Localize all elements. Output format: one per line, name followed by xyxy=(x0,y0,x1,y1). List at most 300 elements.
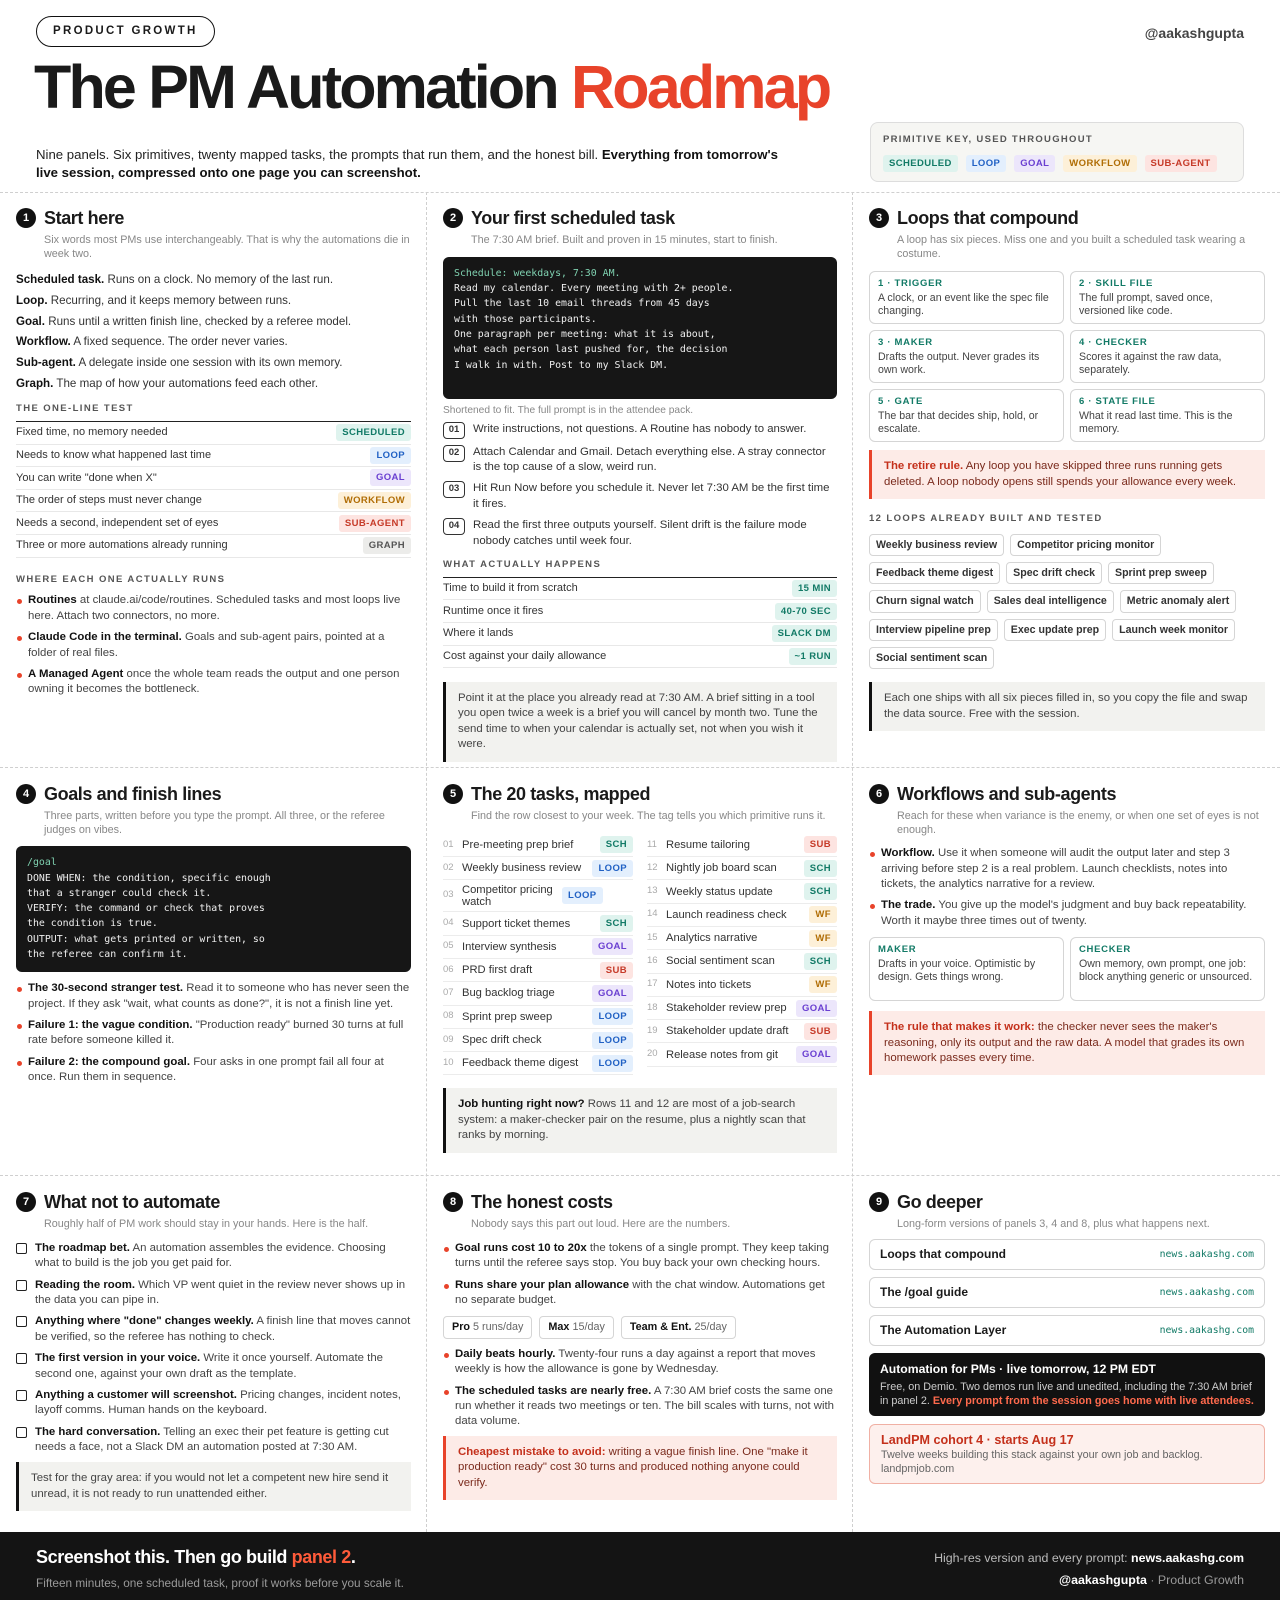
prompt-code-block[interactable] xyxy=(443,257,837,399)
panel-goals-finish-lines xyxy=(0,768,426,1175)
intro-bold: Everything from tomorrow's live session, compressed onto one page you can screenshot. xyxy=(36,147,778,180)
loop-piece-card xyxy=(869,330,1064,383)
item-text: the tokens of a single prompt. They keep taking turns until the referee says stop. You buy back your own checking hours. xyxy=(455,1241,829,1270)
panel-number: 6 xyxy=(869,784,889,804)
panel-title: The 20 tasks, mapped xyxy=(471,784,651,804)
plan-name: Team & Ent. xyxy=(629,1321,692,1334)
task-number: 12 xyxy=(647,861,658,873)
item-text: Which VP went quiet in the review never shows up in the data you can pipe in. xyxy=(35,1278,406,1306)
task-label: Analytics narrative xyxy=(666,932,758,945)
item-text: You give up the model's judgment and buy back repeatability. Worth it maybe three times out of twenty. xyxy=(881,899,1247,927)
panel-header xyxy=(869,1190,1265,1214)
checklist-item[interactable] xyxy=(16,1425,411,1456)
stat-value: ~1 RUN xyxy=(789,648,837,665)
task-label: PRD first draft xyxy=(462,964,533,977)
task-label: Weekly status update xyxy=(666,885,773,898)
item-lead: Routines xyxy=(28,594,77,607)
definition-term: Sub-agent. xyxy=(16,355,76,369)
task-tag: WF xyxy=(809,906,837,923)
task-number: 03 xyxy=(443,889,454,901)
task-number: 09 xyxy=(443,1033,454,1045)
panel-title: Goals and finish lines xyxy=(44,784,222,804)
callout-lead: Job hunting right now? xyxy=(458,1098,585,1111)
loop-piece-card xyxy=(1070,330,1265,383)
panel-title: Loops that compound xyxy=(897,208,1079,228)
step-number: 02 xyxy=(443,445,465,462)
item-lead: Anything where "done" changes weekly. xyxy=(35,1315,254,1328)
task-number: 14 xyxy=(647,908,658,920)
definition-text: The map of how your automations feed each other. xyxy=(56,376,319,390)
resource-link[interactable] xyxy=(869,1239,1265,1270)
checker-card xyxy=(1070,937,1265,1001)
task-label: Release notes from git xyxy=(666,1048,778,1061)
panel-start-here xyxy=(0,192,426,767)
test-row-text: The order of steps must never change xyxy=(16,494,202,507)
cohort-link[interactable]: landpmjob.com xyxy=(881,1462,955,1475)
card-text: Drafts the output. Never grades its own work. xyxy=(878,350,1040,377)
task-number: 10 xyxy=(443,1056,454,1068)
footer-handle[interactable]: @aakashgupta xyxy=(1059,1573,1147,1587)
task-tag: SCH xyxy=(804,860,837,877)
task-row xyxy=(443,982,633,1005)
card-text: Scores it against the raw data, separately. xyxy=(1079,350,1222,377)
task-number: 08 xyxy=(443,1010,454,1022)
checklist-item[interactable] xyxy=(16,1278,411,1309)
panel-title: Start here xyxy=(44,208,125,228)
loop-tag[interactable]: Churn signal watch xyxy=(869,590,981,612)
resource-link[interactable] xyxy=(869,1315,1265,1346)
task-row xyxy=(443,959,633,982)
callout-lead: The rule that makes it work: xyxy=(884,1021,1035,1034)
panel-number: 5 xyxy=(443,784,463,804)
step-number: 04 xyxy=(443,518,465,535)
item-text: at claude.ai/code/routines. Scheduled tasks and most loops live here. Attach two connectors, no more. xyxy=(28,594,401,622)
task-tag: SCH xyxy=(600,836,633,853)
section-heading-happens: WHAT ACTUALLY HAPPENS xyxy=(443,559,837,578)
author-handle[interactable]: @aakashgupta xyxy=(1144,25,1244,41)
item-lead: Anything a customer will screenshot. xyxy=(35,1388,237,1401)
plan-name: Max xyxy=(548,1321,570,1334)
checklist-text xyxy=(35,1278,411,1309)
panel-header xyxy=(16,1190,411,1214)
task-number: 07 xyxy=(443,987,454,999)
task-label: Nightly job board scan xyxy=(666,862,777,875)
loop-piece-card xyxy=(869,389,1064,442)
test-row-text: Needs to know what happened last time xyxy=(16,448,212,461)
loop-piece-card xyxy=(869,271,1064,324)
live-title: Automation for PMs · live tomorrow, 12 PM EDT xyxy=(880,1361,1156,1376)
footer-brand xyxy=(1059,1572,1244,1589)
task-label: Spec drift check xyxy=(462,1034,542,1047)
item-text: Four asks in one prompt fail all four at once. Run them in sequence. xyxy=(28,1055,384,1084)
task-tag: SUB xyxy=(600,962,633,979)
task-column-right xyxy=(647,834,837,1076)
item-lead: Daily beats hourly. xyxy=(455,1347,556,1360)
panel-subtitle: Three parts, written before you type the prompt. All three, or the referee judges on vibes. xyxy=(44,810,385,836)
panel-header xyxy=(869,782,1265,806)
job-hunting-callout xyxy=(443,1088,837,1152)
stat-row xyxy=(443,646,837,669)
definition xyxy=(16,293,411,309)
footer-url[interactable]: news.aakashg.com xyxy=(1131,1551,1244,1565)
loop-tag[interactable]: Feedback theme digest xyxy=(869,562,1000,584)
task-label: Launch readiness check xyxy=(666,908,787,921)
live-bold: Every prompt from the session goes home with live attendees. xyxy=(932,1395,1254,1408)
task-tag: WF xyxy=(809,930,837,947)
task-label: Social sentiment scan xyxy=(666,955,775,968)
task-column-left xyxy=(443,834,633,1076)
loop-tag[interactable]: Metric anomaly alert xyxy=(1120,590,1236,612)
maker-checker-pair xyxy=(869,937,1265,1001)
title-main: The PM Automation xyxy=(34,53,557,121)
item-lead: Claude Code in the terminal. xyxy=(28,631,182,644)
stat-label: Time to build it from scratch xyxy=(443,582,578,595)
card-title: CHECKER xyxy=(1079,944,1131,956)
link-url[interactable]: news.aakashg.com xyxy=(1159,1286,1254,1298)
page-title xyxy=(34,52,829,122)
link-url[interactable]: news.aakashg.com xyxy=(1159,1324,1254,1336)
item-text: Pricing changes, incident notes, layoff comms. Human hands on the keyboard. xyxy=(35,1388,401,1417)
checklist-item[interactable] xyxy=(16,1241,411,1272)
test-row xyxy=(16,445,411,468)
card-title: 3 · MAKER xyxy=(878,337,933,349)
footer-headline-accent: panel 2 xyxy=(291,1547,351,1567)
task-tag: GOAL xyxy=(796,1000,837,1017)
live-session-card[interactable] xyxy=(869,1353,1265,1416)
checklist-item[interactable] xyxy=(16,1351,411,1382)
definition xyxy=(16,314,411,330)
task-row xyxy=(647,974,837,997)
step-text: Read the first three outputs yourself. Silent drift is the failure mode nobody catches until week four. xyxy=(473,519,807,547)
card-text: The bar that decides ship, hold, or escalate. xyxy=(878,409,1039,436)
item-lead: Failure 2: the compound goal. xyxy=(28,1055,191,1068)
item-lead: A Managed Agent xyxy=(28,667,124,680)
panel-header xyxy=(443,782,837,806)
item-lead: Runs share your plan allowance xyxy=(455,1278,630,1291)
task-row xyxy=(443,857,633,880)
setup-steps xyxy=(443,422,837,549)
step xyxy=(443,481,837,512)
header xyxy=(0,0,1280,192)
definition-term: Workflow. xyxy=(16,335,71,349)
panel-subtitle: Long-form versions of panels 3, 4 and 8, plus what happens next. xyxy=(897,1218,1210,1231)
task-map xyxy=(443,834,837,1076)
panel-first-scheduled-task xyxy=(427,192,852,767)
step-text: Hit Run Now before you schedule it. Never let 7:30 AM be the first time it fires. xyxy=(473,482,830,510)
card-title: 1 · TRIGGER xyxy=(878,278,943,290)
step-text: Write instructions, not questions. A Routine has nobody to answer. xyxy=(473,422,807,435)
panel-subtitle: Nobody says this part out loud. Here are the numbers. xyxy=(471,1218,731,1231)
item-lead: Goal runs cost 10 to 20x xyxy=(455,1241,587,1254)
callout-text: the checker never sees the maker's reasoning, only its output and the raw data. A model that grades its own homework passes every time. xyxy=(884,1021,1245,1065)
panel-number: 2 xyxy=(443,208,463,228)
task-label: Feedback theme digest xyxy=(462,1057,579,1070)
task-tag: LOOP xyxy=(592,1008,633,1025)
link-title: The /goal guide xyxy=(880,1285,969,1300)
footer-headline xyxy=(36,1545,355,1569)
primitive-key-chips xyxy=(883,155,1231,172)
section-heading-runs: WHERE EACH ONE ACTUALLY RUNS xyxy=(16,573,226,585)
plan-name: Pro xyxy=(452,1321,470,1334)
footer xyxy=(0,1532,1280,1600)
task-label: Support ticket themes xyxy=(462,917,571,930)
panel-header xyxy=(16,782,411,806)
definition-text: Runs on a clock. No memory of the last run. xyxy=(107,273,334,287)
resource-link[interactable] xyxy=(869,1277,1265,1308)
task-label: Bug backlog triage xyxy=(462,987,555,1000)
definition-text: A delegate inside one session with its own memory. xyxy=(78,355,343,369)
task-label: Sprint prep sweep xyxy=(462,1010,553,1023)
task-label: Stakeholder update draft xyxy=(666,1025,789,1038)
task-number: 18 xyxy=(647,1001,658,1013)
task-tag: LOOP xyxy=(592,1055,633,1072)
stat-label: Cost against your daily allowance xyxy=(443,649,607,662)
loop-tag[interactable]: Spec drift check xyxy=(1006,562,1102,584)
gray-area-callout: Test for the gray area: if you would not let a competent new hire send it unread, it is not ready to run unattended either. xyxy=(16,1462,411,1511)
callout-lead: Cheapest mistake to avoid: xyxy=(458,1445,606,1458)
happens-table xyxy=(443,578,837,668)
item-lead: The 30-second stranger test. xyxy=(28,982,184,995)
loop-piece-card xyxy=(1070,271,1265,324)
primitive-key-title: PRIMITIVE KEY, USED THROUGHOUT xyxy=(883,134,1094,145)
step xyxy=(443,422,837,439)
task-row xyxy=(647,1043,837,1066)
item-text: Goals and sub-agent pairs, pointed at a folder of real files. xyxy=(28,631,385,659)
panel-go-deeper xyxy=(853,1176,1280,1532)
test-row-text: Three or more automations already running xyxy=(16,539,228,552)
plan-value: 5 runs/day xyxy=(473,1321,524,1334)
tag-loop: LOOP xyxy=(370,447,411,464)
task-label: Resume tailoring xyxy=(666,838,750,851)
item-text: Use it when someone will audit the output later and step 3 arriving before step 2 is a real problem. Launch checklists, notes into tickets, the analytics narrative for a review. xyxy=(881,847,1230,891)
task-row xyxy=(443,912,633,935)
task-row xyxy=(443,1006,633,1029)
test-row xyxy=(16,490,411,513)
primitive-key xyxy=(870,122,1244,182)
loop-tag[interactable]: Launch week monitor xyxy=(1112,619,1235,641)
task-row xyxy=(647,904,837,927)
task-number: 05 xyxy=(443,940,454,952)
chip-workflow: WORKFLOW xyxy=(1063,155,1136,172)
footer-hires-text: High-res version and every prompt: xyxy=(934,1551,1128,1565)
stat-row xyxy=(443,600,837,623)
live-text: Free, on Demio. Two demos run live and unedited, including the 7:30 AM brief in panel 2. xyxy=(880,1381,1252,1408)
panel-workflows-sub-agents xyxy=(853,768,1280,1175)
loop-tag[interactable]: Weekly business review xyxy=(869,534,1004,556)
definition xyxy=(16,272,411,288)
card-title: 4 · CHECKER xyxy=(1079,337,1148,349)
item-text: with the chat window. Automations get no separate budget. xyxy=(455,1278,825,1306)
task-row xyxy=(443,880,633,912)
panel-header xyxy=(443,1190,837,1214)
panel-subtitle: Roughly half of PM work should stay in your hands. Here is the half. xyxy=(44,1218,369,1231)
tag-workflow: WORKFLOW xyxy=(338,492,411,509)
rule-callout xyxy=(869,1011,1265,1075)
checkbox-icon[interactable] xyxy=(16,1353,27,1364)
loop-tag[interactable]: Social sentiment scan xyxy=(869,647,994,669)
checkbox-icon[interactable] xyxy=(16,1427,27,1438)
task-tag: LOOP xyxy=(562,887,603,904)
list-item xyxy=(16,1018,411,1049)
tag-graph: GRAPH xyxy=(363,537,411,554)
definition xyxy=(16,334,411,350)
task-row xyxy=(443,1052,633,1075)
item-lead: The first version in your voice. xyxy=(35,1352,201,1365)
code-body: Read my calendar. Every meeting with 2+ people. Pull the last 10 email threads from 45 days with those participants. One paragraph per meeting: what it is about, what each person last pushed for, the decision I walk in with. Post to my Slack DM. xyxy=(454,283,734,371)
panel-header xyxy=(869,206,1265,230)
list-item xyxy=(443,1384,837,1430)
task-row xyxy=(647,927,837,950)
plan-value: 25/day xyxy=(694,1321,727,1334)
task-tag: GOAL xyxy=(592,938,633,955)
chip-sub-agent: SUB-AGENT xyxy=(1145,155,1217,172)
chip-goal: GOAL xyxy=(1014,155,1055,172)
section-heading-built: 12 LOOPS ALREADY BUILT AND TESTED xyxy=(869,513,1103,525)
code-goal-line: /goal xyxy=(27,857,57,869)
list-item xyxy=(443,1278,837,1309)
task-row xyxy=(443,936,633,959)
maker-card xyxy=(869,937,1064,1001)
checklist-text xyxy=(35,1241,411,1272)
list-item xyxy=(16,667,411,698)
checklist-item[interactable] xyxy=(16,1388,411,1419)
item-text: A 7:30 AM brief costs the same one run whether it reads two meetings or ten. The bill scales with turns, not with data volume. xyxy=(455,1384,835,1428)
task-number: 04 xyxy=(443,917,454,929)
task-tag: SUB xyxy=(804,836,837,853)
definition-term: Scheduled task. xyxy=(16,273,105,287)
list-item xyxy=(443,1347,837,1378)
cohort-text: Twelve weeks building this stack against your own job and backlog. xyxy=(881,1449,1203,1462)
mistake-callout xyxy=(443,1436,837,1500)
list-item xyxy=(443,1241,837,1272)
step xyxy=(443,445,837,476)
test-row xyxy=(16,512,411,535)
plan-allowances xyxy=(443,1316,837,1339)
step-text: Attach Calendar and Gmail. Detach everything else. A stray connector is the top cause of a slow, weird run. xyxy=(473,445,826,473)
loop-tag[interactable]: Sprint prep sweep xyxy=(1108,562,1214,584)
intro-plain: Nine panels. Six primitives, twenty mapped tasks, the prompts that run them, and the honest bill. xyxy=(36,147,599,162)
card-text: A clock, or an event like the spec file changing. xyxy=(878,291,1049,318)
goal-code-block[interactable] xyxy=(16,846,411,972)
loop-piece-card xyxy=(1070,389,1265,442)
test-row xyxy=(16,467,411,490)
task-label: Stakeholder review prep xyxy=(666,1002,787,1015)
code-note: Shortened to fit. The full prompt is in the attendee pack. xyxy=(443,404,694,416)
task-tag: WF xyxy=(809,976,837,993)
panel-subtitle: Find the row closest to your week. The tag tells you which primitive runs it. xyxy=(471,810,826,823)
step-number: 01 xyxy=(443,422,465,439)
task-tag: LOOP xyxy=(592,1032,633,1049)
task-label: Notes into tickets xyxy=(666,978,752,991)
panel-number: 8 xyxy=(443,1192,463,1212)
link-title: The Automation Layer xyxy=(880,1323,1007,1338)
ships-callout: Each one ships with all six pieces filled in, so you copy the file and swap the data source. Free with the session. xyxy=(869,682,1265,731)
task-tag: SCH xyxy=(804,953,837,970)
test-row-text: Fixed time, no memory needed xyxy=(16,426,168,439)
task-row xyxy=(647,950,837,973)
loop-tag[interactable]: Competitor pricing monitor xyxy=(1010,534,1161,556)
item-lead: Reading the room. xyxy=(35,1278,135,1291)
link-url[interactable]: news.aakashg.com xyxy=(1159,1248,1254,1260)
checklist-text xyxy=(35,1388,411,1419)
checkbox-icon[interactable] xyxy=(16,1243,27,1254)
plan-chip xyxy=(539,1316,613,1339)
panel-header xyxy=(16,206,411,230)
panel-20-tasks-mapped xyxy=(427,768,852,1175)
list-item xyxy=(869,898,1265,929)
step xyxy=(443,518,837,549)
loop-tag[interactable]: Sales deal intelligence xyxy=(987,590,1114,612)
definition-text: Recurring, and it keeps memory between runs. xyxy=(50,293,292,307)
definitions xyxy=(16,272,411,391)
panel-number: 9 xyxy=(869,1192,889,1212)
item-text: A finish line that moves cannot be verified, so the referee has nothing to check. xyxy=(35,1315,411,1343)
panel-title: What not to automate xyxy=(44,1192,220,1212)
link-title: Loops that compound xyxy=(880,1247,1006,1262)
built-loops xyxy=(869,534,1265,669)
stat-row xyxy=(443,623,837,646)
item-text: Telling an exec their pet feature is getting cut needs a face, not a Slack DM an automation posted at 7:30 AM. xyxy=(35,1425,389,1454)
panel-title: The honest costs xyxy=(471,1192,613,1212)
task-number: 01 xyxy=(443,838,454,850)
card-title: MAKER xyxy=(878,944,917,956)
loop-tag[interactable]: Interview pipeline prep xyxy=(869,619,998,641)
item-lead: The scheduled tasks are nearly free. xyxy=(455,1384,652,1397)
footer-subtext: Fifteen minutes, one scheduled task, proof it works before you scale it. xyxy=(36,1576,404,1590)
card-title: 5 · GATE xyxy=(878,396,924,408)
card-title: 6 · STATE FILE xyxy=(1079,396,1156,408)
item-text: Read it to someone who has never seen the project. If they ask "wait, what counts as done?", it is not a finish line yet. xyxy=(28,982,410,1010)
task-label: Pre-meeting prep brief xyxy=(462,838,574,851)
panel-honest-costs xyxy=(427,1176,852,1532)
checkbox-icon[interactable] xyxy=(16,1390,27,1401)
checkbox-icon[interactable] xyxy=(16,1280,27,1291)
plan-chip xyxy=(621,1316,736,1339)
checklist-item[interactable] xyxy=(16,1314,411,1345)
item-text: once the whole team reads the output and one person owning it becomes the bottleneck. xyxy=(28,667,400,696)
checkbox-icon[interactable] xyxy=(16,1316,27,1327)
definition-term: Goal. xyxy=(16,314,45,328)
task-tag: LOOP xyxy=(592,860,633,877)
workflow-notes xyxy=(869,846,1265,929)
do-not-automate-list xyxy=(16,1241,411,1456)
list-item xyxy=(16,630,411,661)
checklist-text xyxy=(35,1351,411,1382)
task-number: 16 xyxy=(647,955,658,967)
stat-value: 15 MIN xyxy=(792,580,837,597)
item-lead: The hard conversation. xyxy=(35,1425,161,1438)
item-text: "Production ready" burned 30 turns at full rate before someone killed it. xyxy=(28,1019,404,1047)
panel-subtitle: The 7:30 AM brief. Built and proven in 15 minutes, start to finish. xyxy=(471,234,778,247)
panel-number: 3 xyxy=(869,208,889,228)
task-number: 20 xyxy=(647,1048,658,1060)
callout-text: writing a vague finish line. One "make it production ready" cost 30 turns and produced nothing anyone could verify. xyxy=(458,1445,808,1489)
checklist-text xyxy=(35,1425,411,1456)
list-item xyxy=(16,981,411,1012)
stat-label: Runtime once it fires xyxy=(443,604,544,617)
panel-title: Your first scheduled task xyxy=(471,208,675,228)
list-item xyxy=(16,1055,411,1086)
loop-tag[interactable]: Exec update prep xyxy=(1004,619,1106,641)
task-label: Weekly business review xyxy=(462,862,582,875)
test-row-text: You can write "done when X" xyxy=(16,471,157,484)
cohort-card[interactable] xyxy=(869,1424,1265,1484)
cohort-title: LandPM cohort 4 · starts Aug 17 xyxy=(881,1433,1074,1448)
definition xyxy=(16,355,411,371)
definition-text: Runs until a written finish line, checked by a referee model. xyxy=(48,314,352,328)
card-text: Drafts in your voice. Optimistic by design. Gets things wrong. xyxy=(878,957,1036,984)
task-row xyxy=(443,834,633,857)
